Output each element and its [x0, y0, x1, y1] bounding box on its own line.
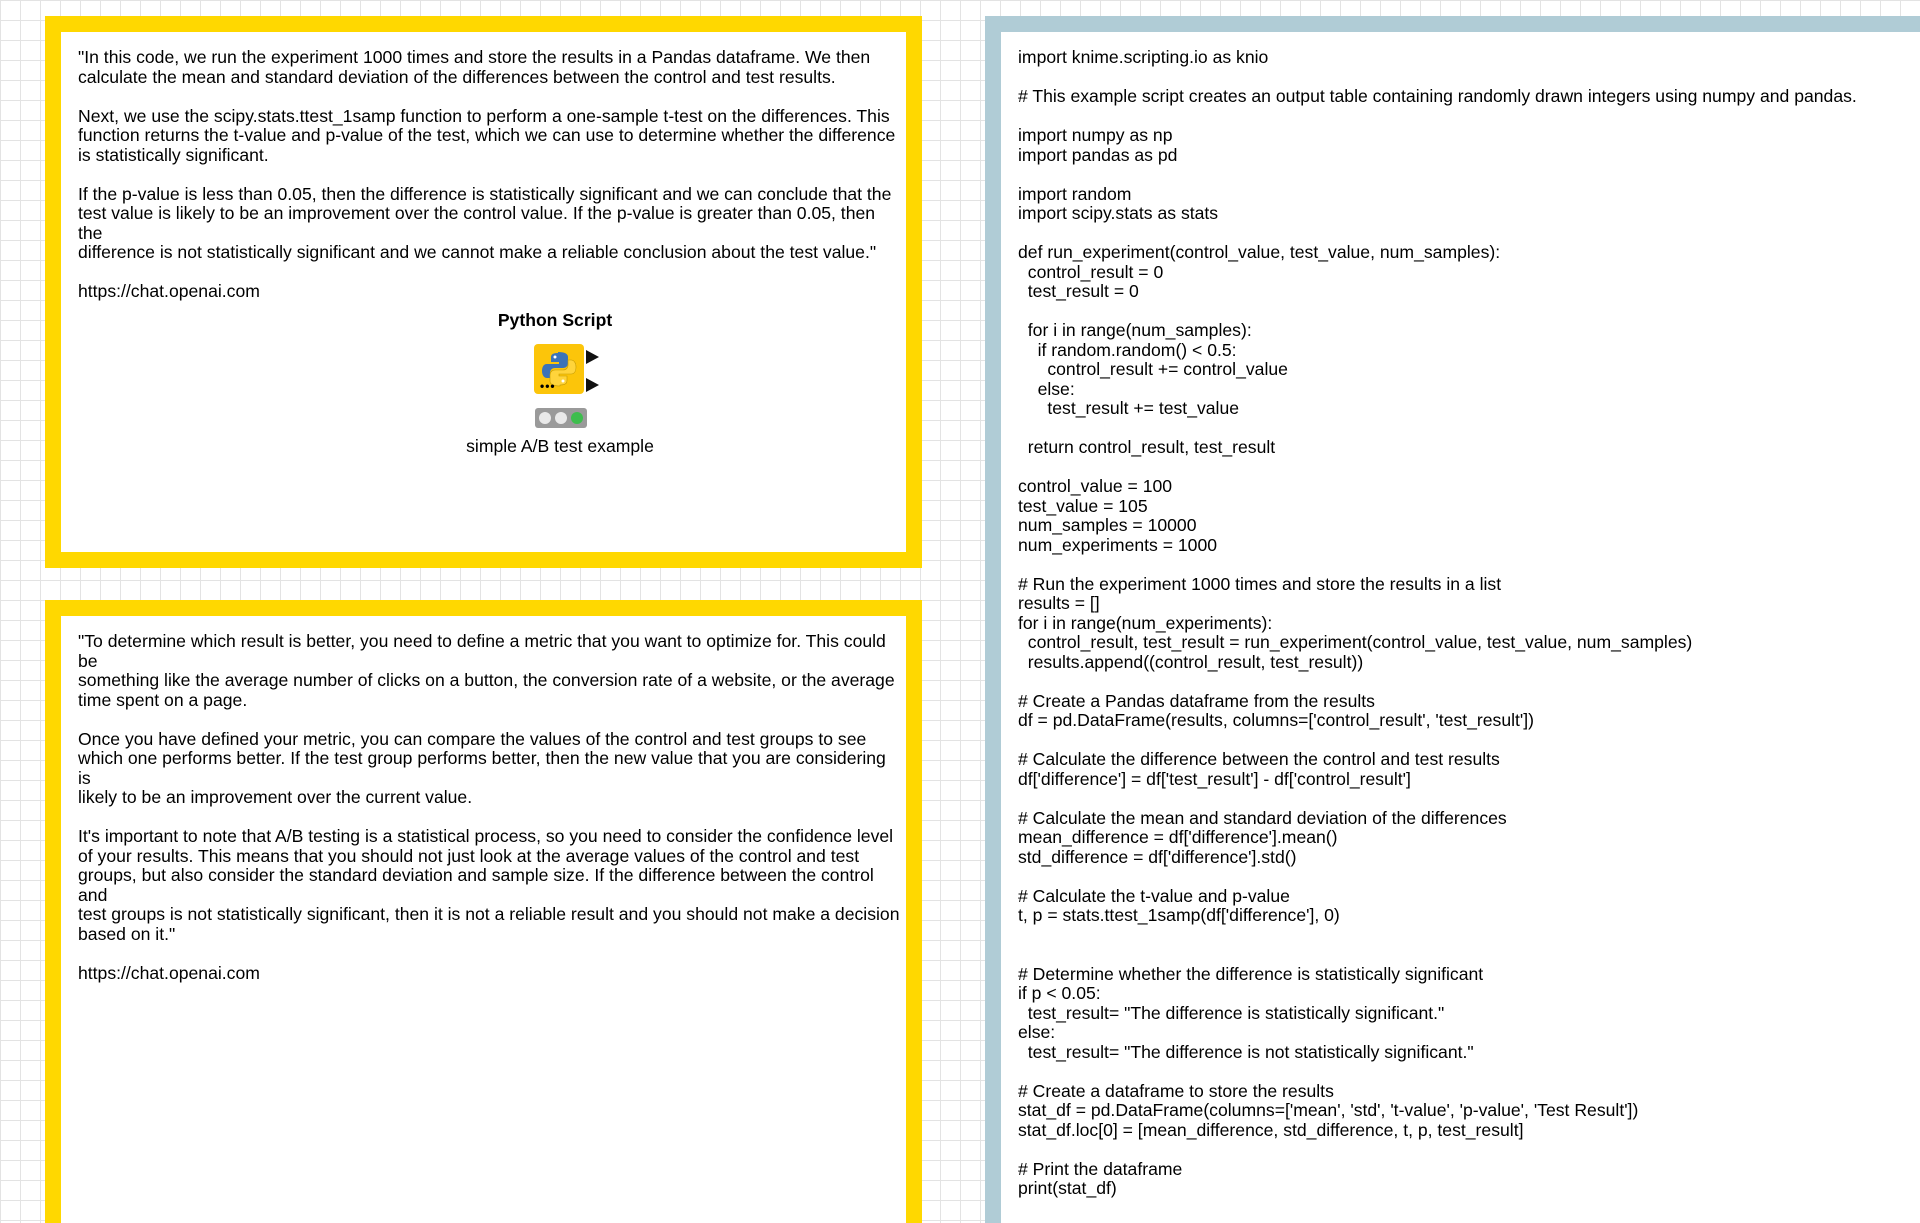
node-body[interactable] — [534, 344, 584, 394]
output-port-1[interactable] — [586, 350, 599, 364]
code-text: import knime.scripting.io as knio # This example script creates an output table containing randomly drawn integers using numpy and pandas. import numpy as np import pandas as pd import random import scipy.stats as stats def run_experiment(control_value, test_value, num_samples): control_result = 0 test_result = 0 for i in range(num_samples): if random.random() < 0.5: control_result += control_value else: test_result += test_value return control_result, test_result control_value = 100 test_value = 105 num_samples = 10000 num_experiments = 1000 # Run the experiment 1000 times and store the results in a list results = [] for i in range(num_experiments): control_result, test_result = run_experiment(control_value, test_value, num_samples) results.append((control_result, test_result)) # Create a Pandas dataframe from the results df = pd.DataFrame(results, columns=['control_result', 'test_result']) # Calculate the difference between the control and test results df['difference'] = df['test_result'] - df['control_result'] # Calculate the mean and standard deviation of the differences mean_difference = df['difference'].mean() std_difference = df['difference'].std() # Calculate the t-value and p-value t, p = stats.ttest_1samp(df['difference'], 0) # Determine whether the difference is statistically significant if p < 0.05: test_result= "The difference is statistically significant." else: test_result= "The difference is not statistically significant." # Create a dataframe to store the results stat_df = pd.DataFrame(columns=['mean', 'std', 't-value', 'p-value', 'Test Result']) stat_df.loc[0] = [mean_difference, std_difference, t, p, test_result] # Print the dataframe print(stat_df) — [1018, 47, 1857, 1198]
status-light-green — [571, 412, 583, 424]
annotation-text: "In this code, we run the experiment 1000 times and store the results in a Pandas dataframe. We then calculate the mean and standard deviation of the differences between the control and test results. Next, we use the scipy.stats.ttest_1samp function to perform a one-sample t-test on the differences. This function returns the t-value and p-value of the test, which we can use to determine whether the difference is statistically significant. If the p-value is less than 0.05, then the difference is statistically significant and we can conclude that the test value is likely to be an improvement over the control value. If the p-value is greater than 0.05, then the difference is not statistically significant and we cannot make a reliable conclusion about the test value." https://chat.openai.com — [78, 47, 896, 301]
output-port-2[interactable] — [586, 378, 599, 392]
status-light-red — [539, 412, 551, 424]
annotation-text: "To determine which result is better, you need to define a metric that you want to optimize for. This could be something like the average number of clicks on a button, the conversion rate of a website, or the average time spent on a page. Once you have defined your metric, you can compare the values of the control and test groups to see which one performs better. If the test group performs better, then the new value that you are considering is likely to be an improvement over the current value. It's important to note that A/B testing is a statistical process, so you need to consider the confidence level of your results. This means that you should not just look at the average values of the control and test groups, but also consider the standard deviation and sample size. If the difference between the control and test groups is not statistically significant, then it is not a reliable result and you should not make a decision based on it." https://chat.openai.com — [78, 631, 900, 983]
annotation-ab-test-explanation[interactable] — [45, 16, 922, 568]
node-label[interactable]: simple A/B test example — [466, 436, 654, 456]
node-status-traffic-light — [535, 408, 587, 428]
annotation-ab-metric-explanation[interactable] — [45, 600, 922, 1223]
status-light-yellow — [555, 412, 567, 424]
node-title: Python Script — [497, 310, 613, 330]
annotation-python-code[interactable] — [985, 16, 1920, 1223]
python-script-node[interactable] — [445, 310, 675, 460]
node-ellipsis-icon: ••• — [540, 379, 556, 393]
